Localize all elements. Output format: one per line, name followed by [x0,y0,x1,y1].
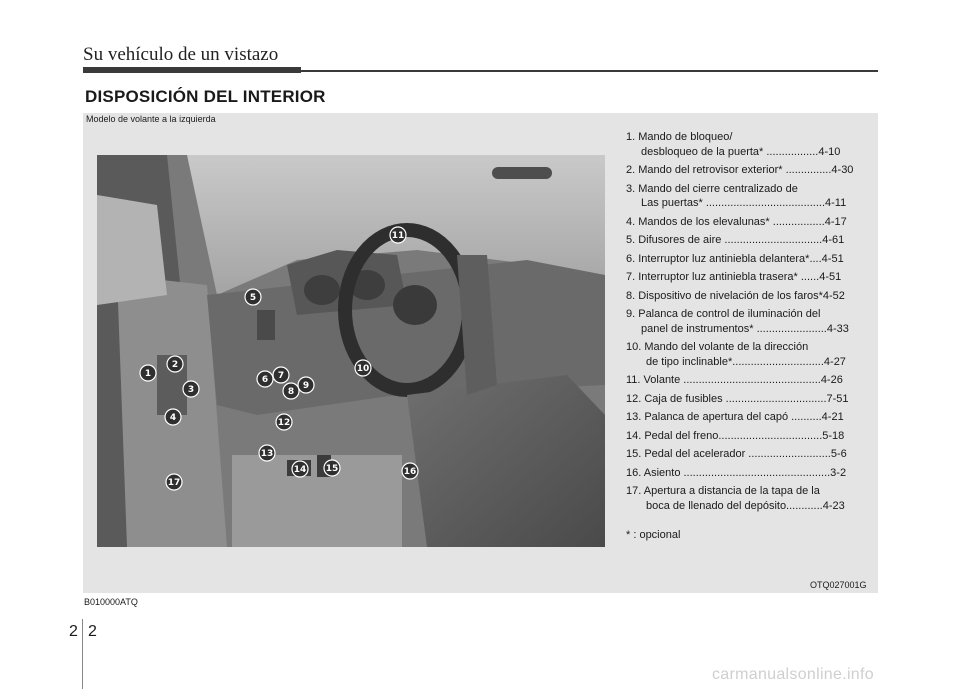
legend-item: 13. Palanca de apertura del capó ..........4-21 [626,411,844,423]
legend-item: 7. Interruptor luz antiniebla trasera* ......4-51 [626,271,842,283]
callout-9 [298,377,314,393]
legend-item: 1. Mando de bloqueo/ desbloqueo de la puerta* .................4-10 [626,131,841,158]
callout-10 [355,360,371,376]
callout-7 [273,367,289,383]
page-title: DISPOSICIÓN DEL INTERIOR [85,87,326,106]
callout-6 [257,371,273,387]
legend-item: 2. Mando del retrovisor exterior* ...............4-30 [626,164,854,176]
callout-2 [167,356,183,372]
document-code: B010000ATQ [84,597,138,607]
svg-text:12: 12 [277,418,291,428]
page-number-divider [82,619,83,689]
svg-text:3: 3 [187,385,195,395]
legend-item: 11. Volante .............................................4-26 [626,374,843,386]
figure-caption: Modelo de volante a la izquierda [86,114,216,124]
svg-text:11: 11 [391,231,405,241]
legend-item: 6. Interruptor luz antiniebla delantera*....4-51 [626,252,844,265]
interior-photo [97,155,605,547]
legend-item: 16. Asiento ................................................3-2 [626,466,847,479]
legend-item: 14. Pedal del freno..................................5-18 [626,429,845,442]
callout-14 [292,461,308,477]
svg-text:7: 7 [277,371,285,381]
svg-text:5: 5 [249,293,257,303]
svg-text:4: 4 [169,413,177,423]
callout-8 [283,383,299,399]
header-rule-thick [83,67,301,73]
callout-15 [324,460,340,476]
callout-1 [140,365,156,381]
air-vent [257,310,275,340]
svg-text:14: 14 [293,465,307,475]
page-chapter-number: 2 [69,623,78,640]
header-rule-thin [301,70,878,72]
svg-text:15: 15 [325,464,339,474]
svg-text:9: 9 [302,381,310,391]
legend-list [626,130,874,517]
legend-item: 3. Mando del cierre centralizado de Las puertas* .......................................4-11 [626,182,847,209]
interior-illustration [97,155,605,547]
svg-text:13: 13 [260,449,274,459]
callout-16 [402,463,418,479]
svg-text:8: 8 [287,387,295,397]
legend-item: 17. Apertura a distancia de la tapa de la boca de llenado del depósito............4-23 [626,485,845,512]
legend-item: 9. Palanca de control de iluminación del panel de instrumentos* .......................4-33 [626,308,849,335]
image-code: OTQ027001G [810,580,867,590]
steering-wheel-hub [393,285,437,325]
svg-text:6: 6 [261,375,269,385]
legend-item: 10. Mando del volante de la dirección de tipo inclinable*..............................4-27 [626,341,846,368]
svg-text:1: 1 [144,369,152,379]
callout-11 [390,227,406,243]
legend-item: 5. Difusores de aire ................................4-61 [626,234,845,246]
side-window [97,195,167,305]
legend-item: 12. Caja de fusibles .................................7-51 [626,392,849,405]
svg-text:2: 2 [171,360,179,370]
callout-5 [245,289,261,305]
rearview-mirror [492,167,552,179]
section-header: Su vehículo de un vistazo [83,44,279,65]
legend-item: 15. Pedal del acelerador ...........................5-6 [626,448,847,460]
driver-seat [407,375,605,547]
watermark: carmanualsonline.info [712,666,874,683]
svg-text:10: 10 [356,364,370,374]
callout-4 [165,409,181,425]
svg-text:16: 16 [403,467,417,477]
legend-item: 4. Mandos de los elevalunas* .................4-17 [626,215,847,228]
legend-item: 8. Dispositivo de nivelación de los faros*4-52 [626,289,845,302]
speedometer [304,275,340,305]
callout-13 [259,445,275,461]
optional-note: * : opcional [626,529,681,541]
callout-12 [276,414,292,430]
page-number: 2 [88,623,97,640]
callout-3 [183,381,199,397]
callout-17 [166,474,182,490]
svg-text:17: 17 [167,478,181,488]
